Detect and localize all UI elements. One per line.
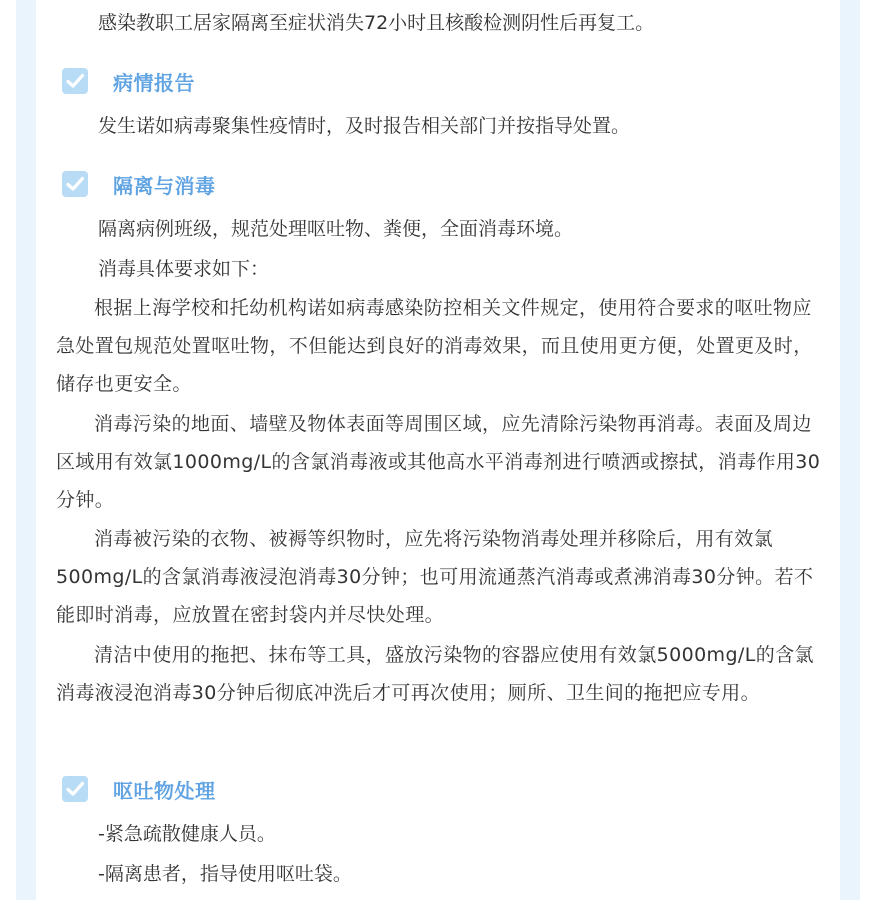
paragraph-fabrics: 消毒被污染的衣物、被褥等织物时，应先将污染物消毒处理并移除后，用有效氯500mg/L的含氯消毒液浸泡消毒30分钟；也可用流通蒸汽消毒或煮沸消毒30分钟。若不能即时消毒，应放置在密封袋内并尽快处理。 (56, 528, 814, 626)
paragraph-kit: 根据上海学校和托幼机构诺如病毒感染防控相关文件规定，使用符合要求的呕吐物应急处置包规范处置呕吐物，不但能达到良好的消毒效果，而且使用更方便，处置更及时，储存也更安全。 (56, 297, 813, 395)
paragraph-surfaces: 消毒污染的地面、墙壁及物体表面等周围区域，应先清除污染物再消毒。表面及周边区域用有效氯1000mg/L的含氯消毒液或其他高水平消毒剂进行喷洒或擦拭，消毒作用30分钟。 (56, 413, 821, 511)
disinfection-intro: 消毒具体要求如下： (98, 258, 270, 280)
check-icon (62, 171, 88, 197)
list-item: -紧急疏散健康人员。 (98, 823, 276, 845)
paragraph-tools: 清洁中使用的拖把、抹布等工具，盛放污染物的容器应使用有效氯5000mg/L的含氯消毒液浸泡消毒30分钟后彻底冲洗后才可再次使用；厕所、卫生间的拖把应专用。 (56, 644, 814, 704)
section-title: 病情报告 (113, 70, 195, 95)
check-icon (62, 776, 88, 802)
report-text: 发生诺如病毒聚集性疫情时，及时报告相关部门并按指导处置。 (98, 115, 631, 137)
list-item: -隔离患者，指导使用呕吐袋。 (98, 863, 352, 885)
section-heading-isolation (62, 169, 216, 199)
section-heading-vomit (62, 774, 216, 804)
intro-line: 感染教职工居家隔离至症状消失72小时且核酸检测阴性后再复工。 (98, 12, 655, 34)
section-title: 隔离与消毒 (113, 173, 216, 198)
check-icon (62, 68, 88, 94)
isolation-text: 隔离病例班级，规范处理呕吐物、粪便，全面消毒环境。 (98, 218, 574, 240)
section-title: 呕吐物处理 (113, 778, 216, 803)
section-heading-report (62, 66, 195, 96)
